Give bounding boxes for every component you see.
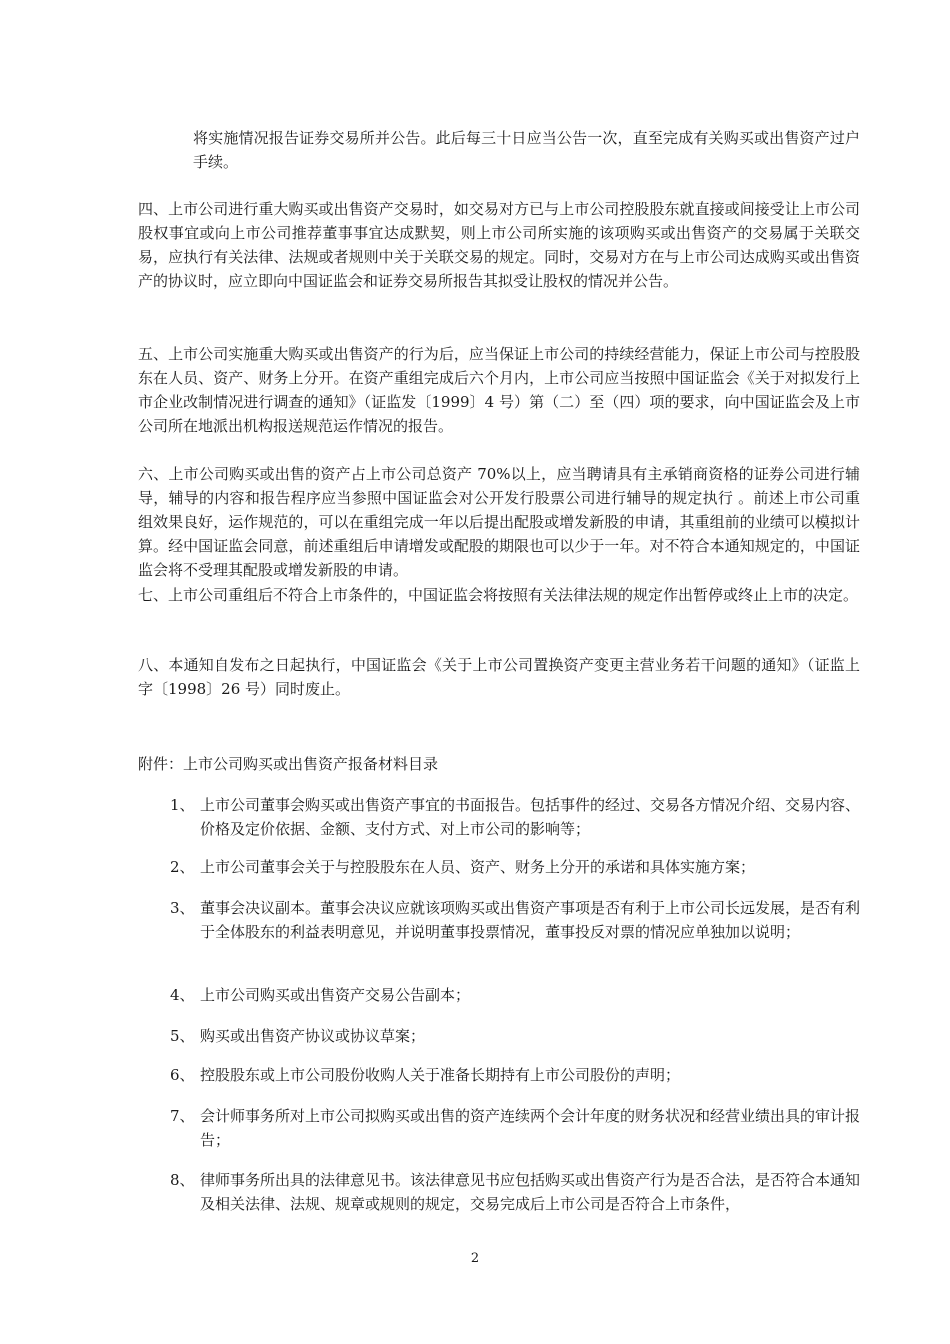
paragraph-4: 四、上市公司进行重大购买或出售资产交易时，如交易对方已与上市公司控股股东就直接或间接受让上市公司股权事宜或向上市公司推荐董事事宜达成默契，则上市公司所实施的该项购买或出售资产的交易属于关联交易，应执行有关法律、法规或者规则中关于关联交易的规定。同时，交易对方在与上市公司达成购买或出售资产的协议时，应立即向中国证监会和证券交易所报告其拟受让股权的情况并公告。 [138, 200, 860, 290]
annex-title: 附件：上市公司购买或出售资产报备材料目录 [138, 755, 439, 773]
continuation-paragraph: 将实施情况报告证券交易所并公告。此后每三十日应当公告一次，直至完成有关购买或出售资产过户手续。 [193, 129, 860, 171]
annex-item-number: 1、 [170, 796, 195, 814]
annex-item-text: 控股股东或上市公司股份收购人关于准备长期持有上市公司股份的声明； [200, 1066, 681, 1084]
annex-item-8 [170, 1168, 860, 1216]
paragraph-6: 六、上市公司购买或出售的资产占上市公司总资产 70%以上，应当聘请具有主承销商资格的证券公司进行辅导，辅导的内容和报告程序应当参照中国证监会对公开发行股票公司进行辅导的规定执行 。前述上市公司重组效果良好，运作规范的，可以在重组完成一年以后提出配股或增发新股的申请，其重组前的业绩可以模拟计算。经中国证监会同意，前述重组后申请增发或配股的期限也可以少于一年。对不符合本通知规定的，中国证监会将不受理其配股或增发新股的申请。 [138, 465, 860, 579]
annex-item-number: 6、 [170, 1066, 195, 1084]
annex-item-7 [170, 1104, 860, 1152]
annex-item-5 [170, 1024, 860, 1048]
annex-item-number: 4、 [170, 986, 195, 1004]
annex-item-text: 上市公司董事会购买或出售资产事宜的书面报告。包括事件的经过、交易各方情况介绍、交易内容、价格及定价依据、金额、支付方式、对上市公司的影响等； [200, 796, 861, 838]
annex-item-6 [170, 1063, 860, 1087]
annex-item-text: 上市公司购买或出售资产交易公告副本； [200, 986, 471, 1004]
annex-item-2 [170, 855, 860, 879]
annex-item-text: 董事会决议副本。董事会决议应就该项购买或出售资产事项是否有利于上市公司长远发展，是否有利于全体股东的利益表明意见，并说明董事投票情况，董事投反对票的情况应单独加以说明； [200, 899, 861, 941]
annex-item-text: 上市公司董事会关于与控股股东在人员、资产、财务上分开的承诺和具体实施方案； [200, 858, 756, 876]
annex-item-3 [170, 896, 860, 944]
annex-item-text: 购买或出售资产协议或协议草案； [200, 1027, 426, 1045]
annex-item-number: 3、 [170, 899, 195, 917]
paragraph-5: 五、上市公司实施重大购买或出售资产的行为后，应当保证上市公司的持续经营能力，保证上市公司与控股股东在人员、资产、财务上分开。在资产重组完成后六个月内，上市公司应当按照中国证监会《关于对拟发行上市企业改制情况进行调查的通知》（证监发〔1999〕4 号）第（二）至（四）项的要求，向中国证监会及上市公司所在地派出机构报送规范运作情况的报告。 [138, 345, 860, 435]
annex-item-text: 会计师事务所对上市公司拟购买或出售的资产连续两个会计年度的财务状况和经营业绩出具的审计报告； [200, 1107, 861, 1149]
annex-item-1 [170, 793, 860, 841]
paragraph-8: 八、本通知自发布之日起执行，中国证监会《关于上市公司置换资产变更主营业务若干问题的通知》（证监上字〔1998〕26 号）同时废止。 [138, 656, 860, 698]
annex-item-4 [170, 983, 860, 1007]
annex-item-number: 5、 [170, 1027, 195, 1045]
paragraph-7: 七、上市公司重组后不符合上市条件的，中国证监会将按照有关法律法规的规定作出暂停或终止上市的决定。 [138, 586, 859, 604]
annex-item-number: 8、 [170, 1171, 195, 1189]
annex-item-text: 律师事务所出具的法律意见书。该法律意见书应包括购买或出售资产行为是否合法，是否符合本通知及相关法律、法规、规章或规则的规定，交易完成后上市公司是否符合上市条件， [200, 1171, 861, 1213]
page-number: 2 [470, 1251, 480, 1266]
annex-item-number: 2、 [170, 858, 195, 876]
annex-item-number: 7、 [170, 1107, 195, 1125]
